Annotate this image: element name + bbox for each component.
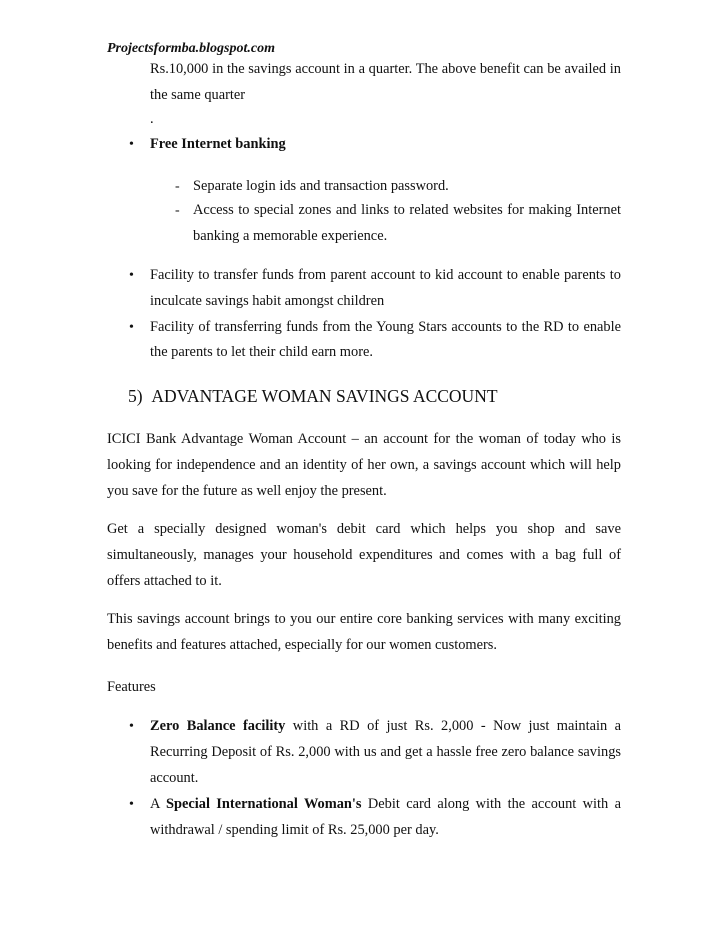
- dash-icon: -: [175, 179, 180, 194]
- dash-icon: -: [175, 203, 180, 218]
- intro-line-2: the same quarter: [150, 87, 246, 103]
- intro-line-1: Rs.10,000 in the savings account in a quarter. The above benefit can be availed in: [150, 61, 621, 77]
- section-title: ADVANTAGE WOMAN SAVINGS ACCOUNT: [151, 386, 498, 406]
- feature-2-line-1: [150, 797, 621, 812]
- feature-2-rest: Debit card along with the account with a: [367, 796, 621, 812]
- bullet-icon: •: [129, 320, 134, 335]
- section-heading: [128, 386, 498, 406]
- internet-banking-sub-1: Separate login ids and transaction password.: [193, 178, 449, 194]
- para-2-line-2: simultaneously, manages your household expenditures and comes with a bag full of: [107, 547, 621, 563]
- para-1-line-1: ICICI Bank Advantage Woman Account – an account for the woman of today who is: [107, 431, 621, 447]
- para-1-line-3: you save for the future as well enjoy the present.: [107, 483, 387, 499]
- bullet-1-line-2: inculcate savings habit amongst children: [150, 293, 385, 309]
- features-label: Features: [107, 679, 156, 695]
- header-site: Projectsformba.blogspot.com: [107, 41, 275, 56]
- internet-banking-title: Free Internet banking: [150, 136, 286, 152]
- bullet-icon: •: [129, 719, 134, 734]
- bullet-icon: •: [129, 268, 134, 283]
- feature-1-bold: Zero Balance facility: [150, 718, 286, 734]
- bullet-2-line-1: Facility of transferring funds from the Young Stars accounts to the RD to enable: [150, 319, 621, 335]
- feature-2-line-2: withdrawal / spending limit of Rs. 25,000 per day.: [150, 822, 439, 838]
- feature-2-pre: A: [150, 796, 160, 812]
- internet-banking-sub-2-line-1: Access to special zones and links to related websites for making Internet: [193, 202, 621, 218]
- feature-1-line-3: account.: [150, 770, 199, 786]
- para-2-line-3: offers attached to it.: [107, 573, 222, 589]
- internet-banking-sub-2-line-2: banking a memorable experience.: [193, 228, 388, 244]
- bullet-icon: •: [129, 137, 134, 152]
- para-2-line-1: Get a specially designed woman's debit card which helps you shop and save: [107, 521, 621, 537]
- feature-1-rest: with a RD of just Rs. 2,000 - Now just maintain a: [292, 718, 621, 734]
- para-3-line-1: This savings account brings to you our entire core banking services with many exciting: [107, 611, 621, 627]
- section-number: 5): [128, 386, 143, 406]
- feature-1-line-1: [150, 719, 621, 734]
- bullet-icon: •: [129, 797, 134, 812]
- para-3-line-2: benefits and features attached, especially for our women customers.: [107, 637, 497, 653]
- feature-2-bold: Special International Woman's: [165, 796, 362, 812]
- feature-1-line-2: Recurring Deposit of Rs. 2,000 with us and get a hassle free zero balance savings: [150, 744, 621, 760]
- bullet-1-line-1: Facility to transfer funds from parent account to kid account to enable parents to: [150, 267, 621, 283]
- bullet-2-line-2: the parents to let their child earn more.: [150, 344, 373, 360]
- intro-dot: .: [150, 111, 154, 127]
- para-1-line-2: looking for independence and an identity of her own, a savings account which will help: [107, 457, 621, 473]
